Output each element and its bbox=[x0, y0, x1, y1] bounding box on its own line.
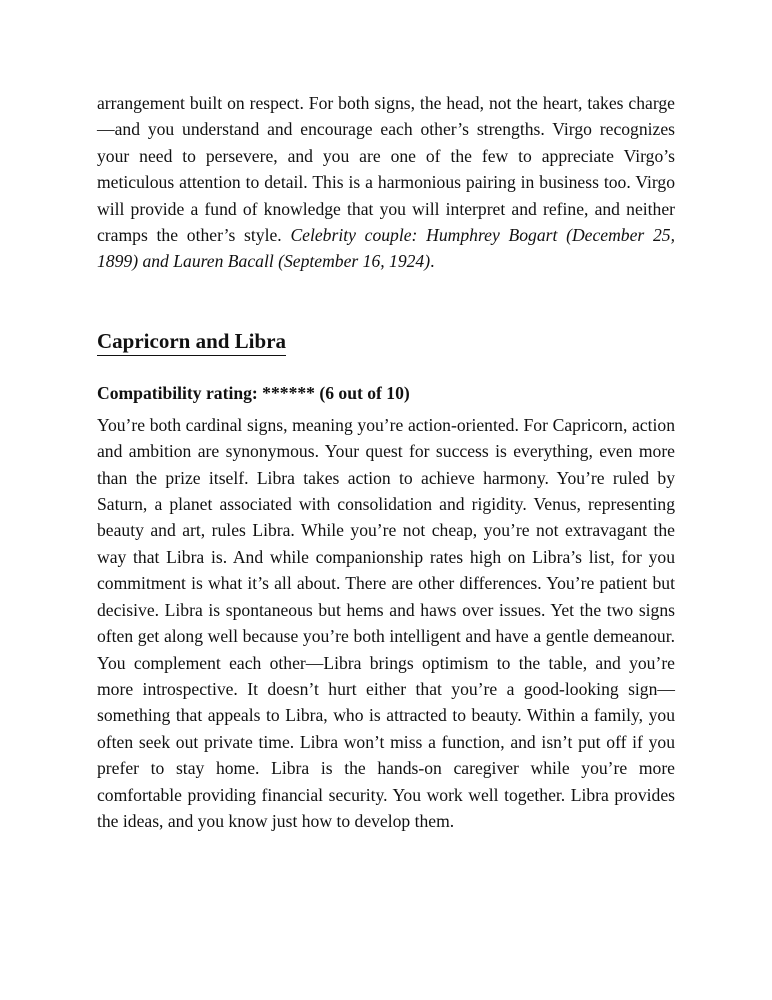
page-content bbox=[97, 90, 675, 834]
intro-paragraph bbox=[97, 90, 675, 275]
intro-text: arrangement built on respect. For both signs, the head, not the heart, takes charge—and you understand and encourage each other’s strengths. Virgo recognizes your need to persevere, and you are one of the few to appreciate Virgo’s meticulous attention to detail. This is a harmonious pairing in business too. Virgo will provide a fund of knowledge that you will interpret and refine, and neither cramps the other’s style. bbox=[97, 93, 675, 246]
celebrity-couple-text: Celebrity couple: Humphrey Bogart (December 25, 1899) and Lauren Bacall (September 16, 1924) bbox=[97, 225, 675, 272]
section-heading: Capricorn and Libra bbox=[97, 327, 286, 356]
compatibility-rating: Compatibility rating: ****** (6 out of 10) bbox=[97, 382, 410, 403]
intro-end-punctuation: . bbox=[430, 251, 435, 272]
section-body-paragraph: You’re both cardinal signs, meaning you’re action-oriented. For Capricorn, action and ambition are synonymous. Your quest for success is everything, even more than the prize itself. Libra takes action to achieve harmony. You’re ruled by Saturn, a planet associated with consolidation and rigidity. Venus, representing beauty and art, rules Libra. While you’re not cheap, you’re not extravagant the way that Libra is. And while companionship rates high on Libra’s list, for you commitment is what it’s all about. There are other differences. You’re patient but decisive. Libra is spontaneous but hems and haws over issues. Yet the two signs often get along well because you’re both intelligent and have a gentle demeanour. You complement each other—Libra brings optimism to the table, and you’re more introspective. It doesn’t hurt either that you’re a good-looking sign—something that appeals to Libra, who is attracted to beauty. Within a family, you often seek out private time. Libra won’t miss a function, and isn’t put off if you prefer to stay home. Libra is the hands-on caregiver while you’re more comfortable providing financial security. You work well together. Libra provides the ideas, and you know just how to develop them. bbox=[97, 414, 675, 831]
